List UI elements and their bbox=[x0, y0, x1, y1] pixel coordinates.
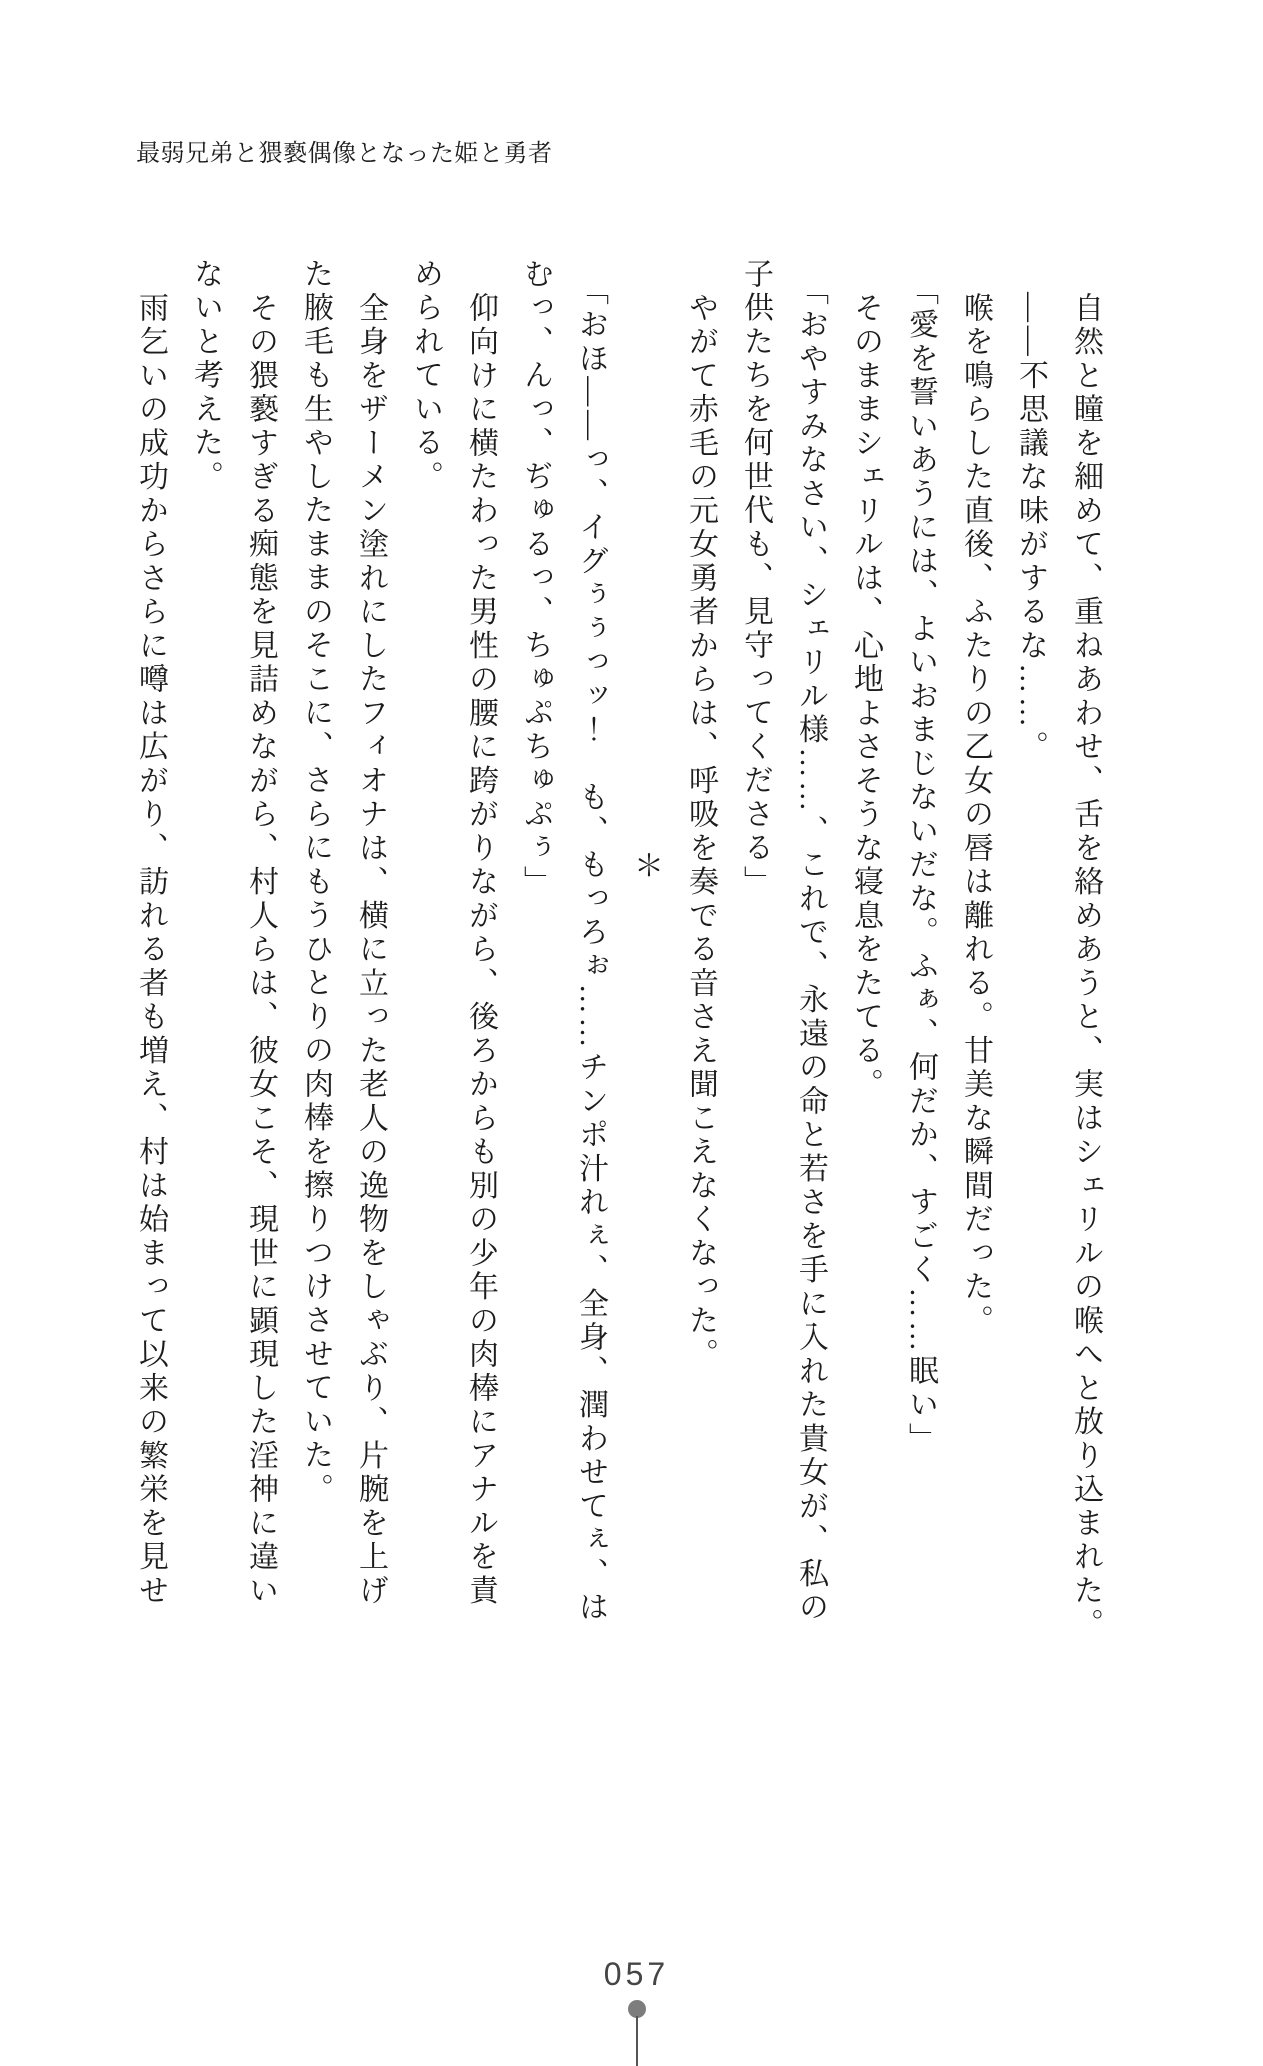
section-break-asterisk: ＊ bbox=[629, 850, 662, 884]
body-text-block bbox=[123, 258, 1113, 1668]
text-line: 雨乞いの成功からさらに噂は広がり、訪れる者も増え、村は始まって以来の繁栄を見せ bbox=[134, 292, 167, 1609]
text-line: そのままシェリルは、心地よさそうな寝息をたてる。 bbox=[849, 292, 882, 1102]
text-line: ——不思議な味がするな……。 bbox=[1014, 292, 1047, 765]
text-line: 全身をザーメン塗れにしたフィオナは、横に立った老人の逸物をしゃぶり、片腕を上げ bbox=[354, 292, 387, 1609]
text-line: 子供たちを何世代も、見守ってくださる」 bbox=[739, 258, 772, 900]
text-line: 「愛を誓いあうには、よいおまじないだな。ふぁ、何だか、すごく……眠い」 bbox=[904, 275, 937, 1457]
page-number: 057 bbox=[603, 1956, 670, 1992]
text-line: 喉を鳴らした直後、ふたりの乙女の唇は離れる。甘美な瞬間だった。 bbox=[959, 292, 992, 1339]
text-line: やがて赤毛の元女勇者からは、呼吸を奏でる音さえ聞こえなくなった。 bbox=[684, 292, 717, 1372]
running-title: 最弱兄弟と猥褻偶像となった姫と勇者 bbox=[136, 141, 553, 167]
text-line: その猥褻すぎる痴態を見詰めながら、村人らは、彼女こそ、現世に顕現した淫神に違い bbox=[244, 292, 277, 1609]
text-line: 自然と瞳を細めて、重ねあわせ、舌を絡めあうと、実はシェリルの喉へと放り込まれた。 bbox=[1069, 292, 1102, 1642]
text-line: むっ、んっ、ぢゅるっ、ちゅぷちゅぷぅ」 bbox=[519, 258, 552, 900]
text-line: 仰向けに横たわった男性の腰に跨がりながら、後ろからも別の少年の肉棒にアナルを責 bbox=[464, 292, 497, 1609]
text-line: た腋毛も生やしたままのそこに、さらにもうひとりの肉棒を擦りつけさせていた。 bbox=[299, 258, 332, 1507]
text-line: められている。 bbox=[409, 258, 442, 495]
text-line: ないと考えた。 bbox=[189, 258, 222, 495]
text-line: 「おほ——っ、イグぅぅっッ！ も、もっろぉ……チンポ汁れぇ、全身、潤わせてぇ、は bbox=[574, 275, 607, 1625]
footer-rule-ornament bbox=[636, 2016, 638, 2066]
text-line: 「おやすみなさい、シェリル様……、これで、永遠の命と若さを手に入れた貴女が、私の bbox=[794, 275, 827, 1625]
